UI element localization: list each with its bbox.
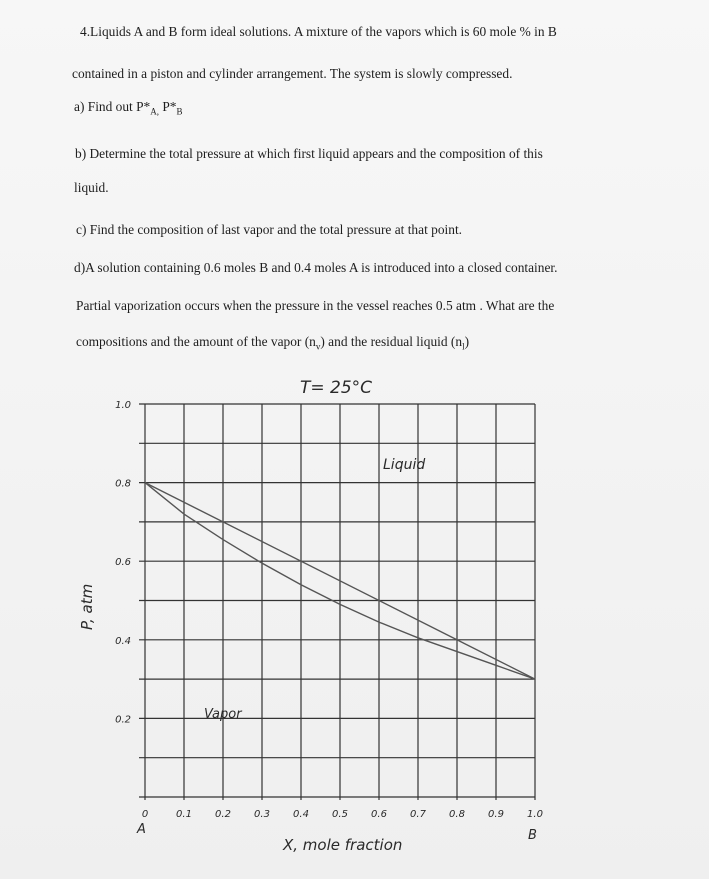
- chart-grid: [139, 404, 535, 800]
- part-a-mid: P*: [159, 99, 177, 114]
- chart-ticks: [115, 400, 543, 820]
- phase-diagram-chart: [0, 360, 709, 860]
- x-tick-label: 0.6: [371, 809, 387, 820]
- x-tick-label: 0.3: [254, 809, 270, 820]
- part-d-text-b: ) and the residual liquid (n: [320, 334, 463, 349]
- problem-line-1: 4.Liquids A and B form ideal solutions. A mixture of the vapors which is 60 mole % in B: [80, 24, 557, 39]
- x-tick-label: 0.7: [410, 809, 426, 820]
- x-tick-label: 0.8: [449, 809, 465, 820]
- x-tick-label: 0.9: [488, 809, 504, 820]
- y-tick-label: 1.0: [115, 400, 131, 411]
- part-a: [74, 99, 183, 117]
- part-d-sub-v: v: [315, 341, 321, 352]
- part-a-sub-b: B: [176, 106, 183, 117]
- part-c: c) Find the composition of last vapor and the total pressure at that point.: [76, 222, 463, 237]
- part-a-text: a) Find out P*: [74, 99, 151, 114]
- part-d-sub-l: l: [462, 341, 465, 352]
- part-d-text-c: ): [464, 334, 470, 349]
- chart-title: T= 25°C: [300, 378, 373, 398]
- part-d-line-1: d)A solution containing 0.6 moles B and 0.4 moles A is introduced into a closed container.: [74, 260, 558, 275]
- part-b-line-1: b) Determine the total pressure at which first liquid appears and the composition of this: [75, 146, 543, 161]
- y-tick-label: 0.4: [115, 635, 131, 647]
- y-axis-label: P, atm: [78, 583, 96, 630]
- x-tick-label: 1.0: [527, 809, 543, 820]
- series-label-liquid: Liquid: [383, 457, 426, 473]
- problem-line-2: contained in a piston and cylinder arrangement. The system is slowly compressed.: [72, 66, 513, 81]
- y-tick-label: 0.6: [115, 557, 131, 569]
- y-tick-label: 0.8: [115, 478, 131, 490]
- part-d-line-3: [76, 334, 469, 352]
- part-a-sub-a: A,: [150, 106, 160, 117]
- x-end-label-a: A: [137, 822, 146, 837]
- series-label-vapor: Vapor: [204, 707, 242, 722]
- x-axis-label: X, mole fraction: [283, 836, 403, 854]
- part-d-line-2: Partial vaporization occurs when the pressure in the vessel reaches 0.5 atm . What are the: [76, 298, 555, 313]
- x-tick-label: 0.2: [215, 809, 231, 820]
- x-tick-label: 0.4: [293, 809, 309, 820]
- y-tick-label: 0.2: [115, 714, 131, 726]
- x-tick-label: 0.5: [332, 809, 348, 820]
- part-d-text-a: compositions and the amount of the vapor (n: [76, 334, 316, 349]
- x-tick-label: 0: [141, 809, 149, 820]
- part-b-line-2: liquid.: [74, 180, 109, 195]
- x-tick-label: 0.1: [176, 809, 192, 820]
- x-end-label-b: B: [528, 828, 537, 843]
